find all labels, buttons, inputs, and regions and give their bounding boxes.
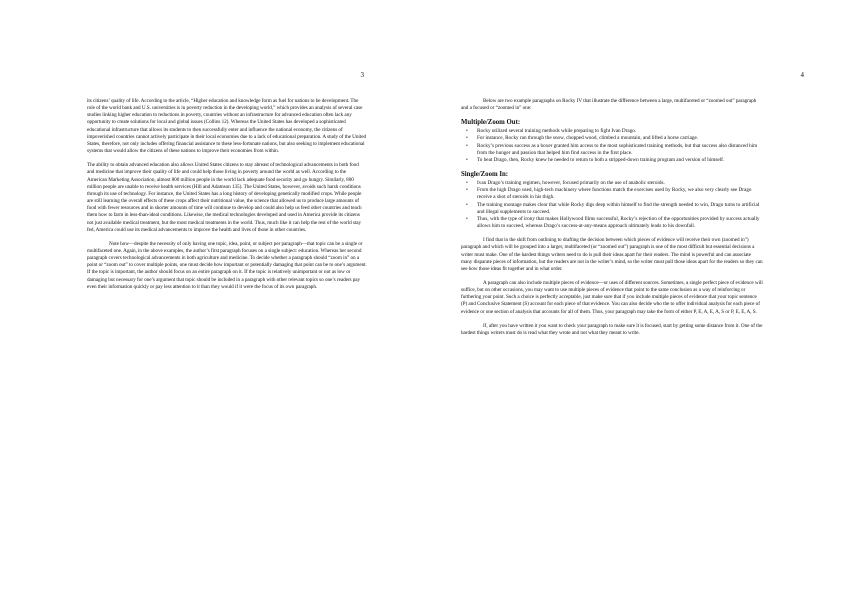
bullet-icon: •: [466, 201, 468, 208]
list-item: [466, 135, 763, 142]
bullet-list: [461, 180, 763, 230]
list-item-text: Thus, with the type of irony that makes Hollywood films successful, Rocky’s rejection of the opportunities provided by success actually allows him to succeed, whereas Drago’s success-at-any-means approach ultimately leads to his downfall.: [477, 215, 760, 230]
bullet-icon: •: [466, 215, 468, 222]
paragraph: I find that in the shift from outlining to drafting the decision between which pieces of evidence will receive their own (zoomed in”) paragraph and which will be grouped into a larger, multifaceted (or “zoomed out”) paragraph is one of the most difficult but essential decisions a writer must make. One of the hardest things writers need to do is pull their ideas apart for their readers. The mind is powerful and can associate many disparate pieces of information, but the readers are not in the writer’s mind, so the writer must pull those ideas apart for the readers so they can see how those ideas fit together and in what order.: [461, 237, 763, 272]
paragraph: The ability to obtain advanced education also allows United States citizens to stay abreast of technological advancements in both food and medicine that improve their quality of life and could help those living in poverty around the world as well. According to the American Marketing Association, almost 800 million people in the world lack adequate food security and go hungry. Similarly, 800 million people are unable to receive health services (Hill and Adamson 135). The United States, however, avoids such harsh conditions through its use of technology. For instance, the United States has a long history of developing genetically modified crops. While people are still learning the overall effects of these crops affect their nutritional value, the science that allowed us to produce large amounts of food with fewer resources and in shorter amounts of time will continue to develop and could also help us feed other countries and teach them how to farm in less-than-ideal conditions. Likewise, the medical technologies developed and used in America provide its citizens not just available medical treatment, but the most medical treatments in the world. Thus, much like it can help the rest of the world stay fed, America could use its medical advancements to improve the health and lives of those in other countries.: [87, 162, 362, 233]
page-body: [87, 98, 367, 298]
list-item-text: Rocky utilized several training methods while preparing to fight Ivan Drago.: [477, 128, 637, 135]
paragraph: Note how—despite the necessity of only having one topic, idea, point, or subject per paragraph—that topic can be a single or multifaceted one. Again, in the above examples, the author’s first paragraph focuses on a single subject: education. Whereas her second paragraph covers technological advancements in both agriculture and medicine. To decide whether a paragraph should “zoom in” on a point or “zoom out” to cover multiple points, one must decide how important or potentially damaging that point can be to one’s argument. If the topic is important, the author should focus on an entire paragraph on it. If the topic is relatively unimportant or not as low or damaging but necessary for one’s argument that topic should be included in a paragraph with other relevant topics so one’s readers pay even their information quickly or pay less attention to it than they would if it were the focus of its own paragraph.: [87, 240, 367, 290]
paragraph: A paragraph can also include multiple pieces of evidence—or uses of different sources. Sometimes, a single perfect piece of evidence will suffice, but on other occasions, you may want to use multiple pieces of evidence that point to the same conclusion as a way of reinforcing or furthering your point. Such a choice is perfectly acceptable, just make sure that if you include multiple pieces of evidence that your topic sentence (P) and Conclusive Statement (S) account for each piece of that evidence. You can also decide who the to offer individual analysis for each piece of evidence or one section of analysis that accounts for all of them. Thus, your paragraph may take the form of either P, E, A, E, A, S or P, E, E, A, S.: [461, 279, 763, 315]
bullet-icon: •: [466, 156, 468, 163]
paragraph: If, after you have written it you want to check your paragraph to make sure it is focused, start by getting some distance from it. One of the hardest things writers must do is read what they wrote and not what they meant to write.: [461, 322, 763, 336]
bullet-icon: •: [466, 180, 468, 187]
list-item-text: Rocky’s previous success as a boxer granted him access to the most sophisticated training methods, but that success also distanced him from the hunger and passion that helped him find success in the first place.: [477, 142, 758, 156]
page-number: 4: [800, 71, 804, 79]
paragraph: Below are two example paragraphs on Rocky IV that illustrate the difference between a large, multifaceted or “zoomed out” paragraph and a focused or “zoomed in” one:: [461, 98, 757, 112]
section-heading: Single/Zoom In:: [461, 171, 509, 179]
bullet-icon: •: [466, 142, 468, 149]
list-item: [466, 215, 763, 230]
list-item-text: From the high Drago used, high-tech machinery where functions match the exercises used by Rocky, we also very clearly see Drago receive a shot of steroids in his thigh.: [477, 187, 752, 201]
paragraph: its citizens’ quality of life. According to the article, “Higher education and knowledge form as fuel for nations to be development. The role of the world bank and U.S. universities is in poverty reduction in the developing world,” which provides an analysis of several case studies linking higher education to reductions in poverty, countries without an infrastructure for advanced education often lack any opportunity to create solutions for local and global issues (Collins 12). Whereas the United States has developed a sophisticated educational infrastructure that allows its students to then successfully enter and influence the national economy, the citizens of impoverished countries cannot actively participate in their local economies due to a lack of educational preparation. A study of the United States, therefore, not only includes offering financial assistance to these less-fortunate nations, but also seeking to implement educational systems that would allow the citizens of these nations to improve their economies from within.: [87, 98, 366, 155]
list-item-text: Ivan Drago’s training regimen, however, focused primarily on the use of anabolic steroids.: [477, 180, 665, 187]
list-item: [466, 187, 763, 201]
list-item-text: To beat Drago, then, Rocky knew he needed to return to both a stripped-down training program and version of himself.: [477, 156, 725, 163]
page-number: 3: [360, 71, 364, 79]
bullet-icon: •: [466, 128, 468, 135]
list-item-text: For instance, Rocky ran through the snow, chopped wood, climbed a mountain, and lifted a horse carriage.: [477, 135, 699, 142]
page-body: [461, 98, 763, 344]
bullet-icon: •: [466, 187, 468, 194]
bullet-list: [461, 128, 763, 164]
right-page: [424, 0, 848, 599]
list-item: [466, 142, 763, 157]
section-heading: Multiple/Zoom Out:: [461, 119, 521, 127]
bullet-icon: •: [466, 135, 468, 142]
list-item: [466, 156, 763, 164]
list-item-text: The training montage makes clear that while Rocky digs deep within himself to find the strength needed to win, Drago turns to artificial and illegal supplements to succeed.: [477, 201, 760, 215]
list-item: [466, 201, 763, 216]
